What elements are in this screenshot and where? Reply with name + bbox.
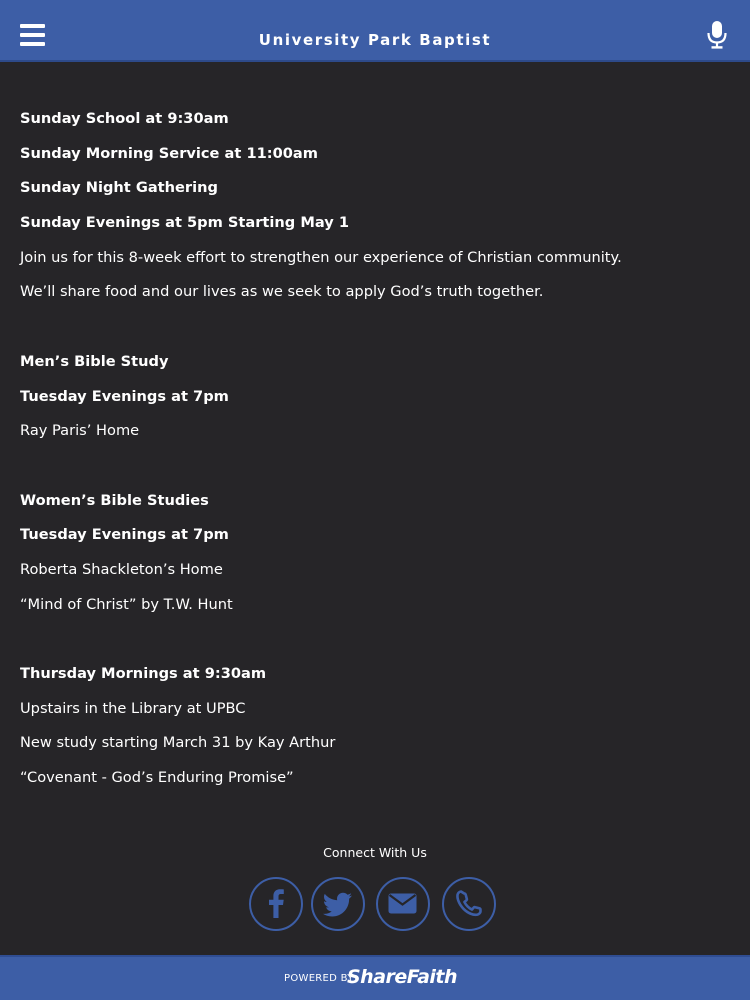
- event-detail: New study starting March 31 by Kay Arthur: [20, 734, 336, 752]
- event-heading: Sunday School at 9:30am: [20, 110, 229, 127]
- powered-by-label: POWERED BY: [284, 973, 354, 984]
- email-icon[interactable]: [376, 877, 430, 931]
- event-heading: Tuesday Evenings at 7pm: [20, 526, 229, 544]
- spacer: [20, 455, 720, 490]
- event-detail: “Mind of Christ” by T.W. Hunt: [20, 595, 233, 613]
- event-list: [20, 108, 720, 802]
- event-detail: We’ll share food and our lives as we seek to apply God’s truth together.: [20, 283, 544, 301]
- event-heading: Sunday Morning Service at 11:00am: [20, 144, 318, 162]
- footer-bar: [0, 955, 750, 1000]
- sharefaith-logo[interactable]: ShareFaith: [347, 966, 458, 988]
- connect-heading: Connect With Us: [323, 845, 427, 860]
- event-heading: Women’s Bible Studies: [20, 491, 209, 509]
- event-detail: “Covenant - God’s Enduring Promise”: [20, 769, 294, 787]
- event-heading: Sunday Night Gathering: [20, 179, 218, 197]
- twitter-icon[interactable]: [311, 877, 365, 931]
- spacer: [20, 628, 720, 663]
- event-heading: Thursday Mornings at 9:30am: [20, 665, 267, 682]
- microphone-icon[interactable]: [706, 21, 728, 49]
- event-detail: Upstairs in the Library at UPBC: [20, 699, 246, 717]
- phone-icon[interactable]: [442, 877, 496, 931]
- app-header: [0, 0, 750, 62]
- event-detail: Roberta Shackleton’s Home: [20, 560, 223, 578]
- event-detail: Join us for this 8-week effort to strengthen our experience of Christian community.: [20, 248, 622, 266]
- facebook-icon[interactable]: [249, 877, 303, 931]
- event-heading: Sunday Evenings at 5pm Starting May 1: [20, 214, 349, 232]
- spacer: [20, 316, 720, 351]
- event-detail: Ray Paris’ Home: [20, 422, 140, 440]
- event-heading: Tuesday Evenings at 7pm: [20, 387, 229, 405]
- page-title: University Park Baptist: [258, 31, 492, 49]
- event-heading: Men’s Bible Study: [20, 352, 169, 370]
